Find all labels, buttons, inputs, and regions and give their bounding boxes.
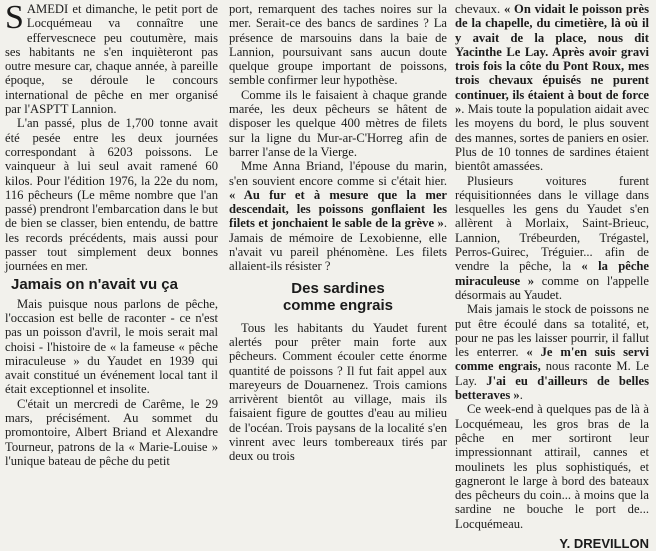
- paragraph: Ce week-end à quelques pas de là à Locquémeau, les gros bras de la pêche en mer sortiront leur impressionnant attirail, cannes et moulinets les plus sophistiqués, et gagneront le large à bord des bateaux des pêcheurs du coin... à moins que la sardine ne bouche le port de... Locquémeau.: [455, 402, 649, 531]
- column-3: [455, 2, 649, 551]
- subheading-jamais: Jamais on n'avait vu ça: [11, 275, 178, 293]
- paragraph-quote: Mais jamais le stock de poissons ne put être écoulé dans sa totalité, et, pour ne pas les laisser pourrir, il fallut les enterrer. « Je m'en suis servi comme engrais, nous raconte M. Le Lay. J'ai eu d'ailleurs de belles betteraves ».: [455, 302, 650, 403]
- paragraph: Mais puisque nous parlons de pêche, l'occasion est belle de raconter - ce n'est pas un poisson d'avril, le mois serait mal choisi - l'histoire de « la fameuse « pêche miraculeuse » du Yaudet en 1939 qui avait constitué un événement local tant il était exceptionnel et insolite.: [5, 296, 218, 397]
- paragraph: port, remarquent des taches noires sur la mer. Serait-ce des bancs de sardines ? La présence de marsouins dans la baie de Lannion, poursuivant sans aucun doute quelque groupe important de poissons, semble confirmer leur hypothèse.: [229, 2, 447, 88]
- subheading-sardines: Des sardines comme engrais: [282, 279, 394, 314]
- paragraph: L'an passé, plus de 1,700 tonne avait été pesée entre les deux journées correspondant à 6203 poissons. Le vainqueur à lui seul avait ramené 60 kilos. Pour l'édition 1976, la 22e du nom, 116 pêcheurs (Le même nombre que l'an passé) prendront l'embarcation dans le but de bien se classer, bien entendu, de battre les records précédents, mais aussi pour passer tout simplement deux bonnes journées en mer.: [5, 116, 218, 274]
- paragraph-quote: chevaux. « On vidait le poisson près de la chapelle, du cimetière, là où il y avait de la place, nous dit Yacinthe Le Lay. Après avoir gravi trois fois la côte du Pont Roux, mes trois chevaux épuisés ne purent continuer, ils étaient à bout de force ». Mais toute la population aidait avec les moyens du bord, le plus souvent des mannes, sortes de paniers en osier. Plus de 10 tonnes de sardines étaient bientôt amassées.: [455, 2, 649, 174]
- author-signature: Y. DREVILLON: [559, 535, 649, 551]
- paragraph: C'était un mercredi de Carême, le 29 mars, précisément. Au sommet du promontoire, Albert Briand et Alexandre Tourneur, patrons de la « Marie-Louise » l'unique bateau de pêche du petit: [5, 396, 218, 468]
- drop-cap: S: [5, 0, 24, 36]
- column-2: [229, 2, 447, 464]
- paragraph-quote: Mme Anna Briand, l'épouse du marin, s'en souvient encore comme si c'était hier. « Au fur et à mesure que la mer descendait, les poissons gonflaient les filets et jonchaient le sable de la grève ». Jamais de mémoire de Lexobienne, elle n'avait vu pareil phénomène. Les filets allaient-ils résister ?: [229, 159, 447, 274]
- paragraph: Tous les habitants du Yaudet furent alertés pour prêter main forte aux pêcheurs. Comment écouler cette énorme quantité de poissons ? Il fut fait appel aux mareyeurs de Douarnenez. Trois camions arrivèrent bientôt au village, mais ils faisaient figure de gouttes d'eau au milieu de l'océan. Trois paysans de la localité s'en vinrent avec leurs tombereaux tirés par deux ou trois: [229, 320, 447, 464]
- paragraph: Plusieurs voitures furent réquisitionnées dans le village dans lesquelles les gens du Yaudet s'en allèrent à Morlaix, Saint-Brieuc, Lannion, Trébeurden, Trégastel, Perros-Guirec, Tréguier... afin de vendre la pêche, la « la pêche miraculeuse » comme on l'appelle désormais au Yaudet.: [455, 173, 650, 302]
- paragraph: Comme ils le faisaient à chaque grande marée, les deux pêcheurs se hâtent de disposer les quelque 400 mètres de filets sur la ligne du Mur-ar-C'Horreg afin de barrer l'anse de la Vierge.: [229, 87, 447, 159]
- lead-paragraph: SAMEDI et dimanche, le petit port de Locquémeau va connaître une effervescnece peu coutumère, mais ses habitants ne s'en inquièteront pas outre mesure car, chaque année, à pareille époque, se déroule le concours international de pêche en mer organisé par l'ASPTT Lannion.: [5, 0, 218, 117]
- column-1: [5, 2, 218, 468]
